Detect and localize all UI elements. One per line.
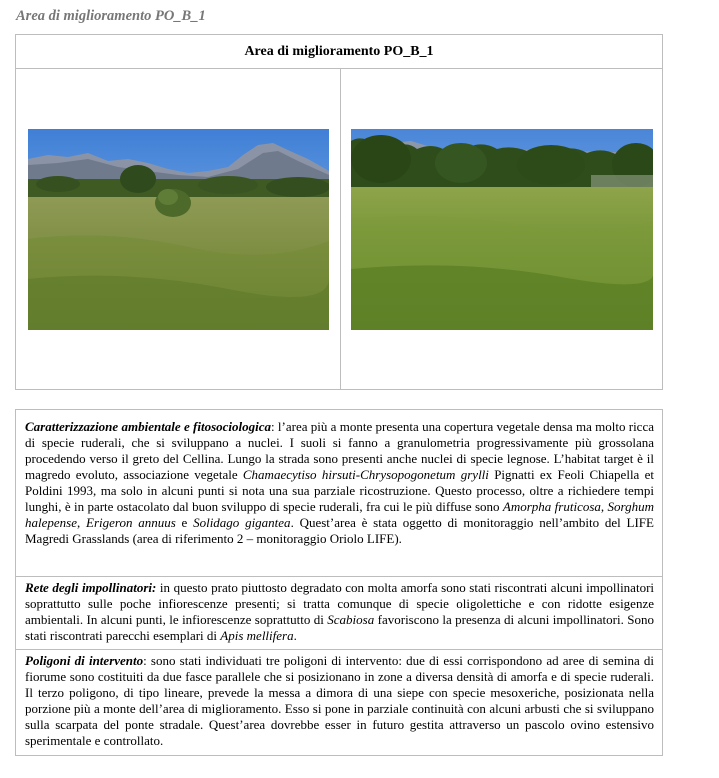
section-text: : l’area più a monte presenta una copertura vegetale densa ma molto ricca di specie ruderali, che si sviluppano a nuclei. I suoli si fanno a granulometria progressivamente più grossolana procedendo verso il greto del Cellina. Lungo la strada sono presenti anche nuclei di specie legnose. L’habitat target è il magredo evoluto, associazione vegetale xyxy=(25,419,654,482)
section-text: favoriscono la presenza di alcuni impollinatori. Sono stati riscontrati parecchi esemplari di xyxy=(25,612,654,643)
section-text: . Quest’area è stata oggetto di monitoraggio nell’ambito del LIFE Magredi Grasslands (area di riferimento 2 – monitoraggio Oriolo LIFE). xyxy=(25,515,654,546)
photo-table xyxy=(15,34,663,390)
section-label: Caratterizzazione ambientale e fitosociologica xyxy=(25,419,272,434)
section-text: e xyxy=(175,515,194,530)
meadow-photo-right xyxy=(351,129,653,330)
document-heading: Area di miglioramento PO_B_1 xyxy=(16,8,206,24)
section-text: : sono stati individuati tre poligoni di intervento: due di essi corrispondono ad aree di semina di fiorume sono costituiti da due fasce parallele che si posizionano in zone a diversa densità di amorfa e di specie ruderali. Il terzo poligono, di tipo lineare, prevede la messa a dimora di una siepe con specie mesoxeriche, posizionata nella porzione più a monte dell’area di miglioramento. Esso si pone in parziale continuità con alcuni arbusti che si sviluppano sulla scarpata del ponte stradale. Quest’area dovrebbe esser in futuro gestita attraverso un pascolo ovino estensivo sperimentale e controllato. xyxy=(25,653,654,748)
section-text: Pignatti ex Feoli Chiapella et Poldini 1993, ma solo in alcuni punti si nota una sua parziale ricostruzione. Questo processo, oltre a richiedere tempi lunghi, è in parte ostacolato dal buon sviluppo di specie ruderali, fra cui le più diffuse sono xyxy=(25,467,654,514)
species-name: Apis mellifera xyxy=(220,628,294,643)
section-label: Poligoni di intervento xyxy=(25,653,144,668)
species-name: Erigeron annuus xyxy=(86,515,176,530)
species-name: Scabiosa xyxy=(327,612,375,627)
section-caratterizzazione xyxy=(16,419,662,575)
species-name: Amorpha fruticosa xyxy=(502,499,601,514)
species-name: Sorghum halepense xyxy=(25,499,654,530)
description-table xyxy=(15,409,663,756)
section-text: . xyxy=(293,628,297,643)
section-text: , xyxy=(76,515,86,530)
section-text: , xyxy=(600,499,608,514)
section-poligoni xyxy=(16,649,662,757)
species-name: Solidago gigantea xyxy=(193,515,291,530)
species-name: Chamaecytiso hirsuti-Chrysopogonetum grylli xyxy=(242,467,489,482)
meadow-photo-left xyxy=(28,129,329,330)
photo-table-title: Area di miglioramento PO_B_1 xyxy=(16,35,662,69)
section-label: Rete degli impollinatori: xyxy=(25,580,157,595)
column-divider xyxy=(340,69,341,389)
section-text: in questo prato piuttosto degradato con molta amorfa sono stati riscontrati alcuni impollinatori soprattutto sulle poche infiorescenze presenti; si tratta comunque di specie oligolettiche e con ridotte esigenze ambientali. In alcuni punti, le infiorescenze soprattutto di xyxy=(25,580,655,627)
section-impollinatori xyxy=(16,576,662,648)
